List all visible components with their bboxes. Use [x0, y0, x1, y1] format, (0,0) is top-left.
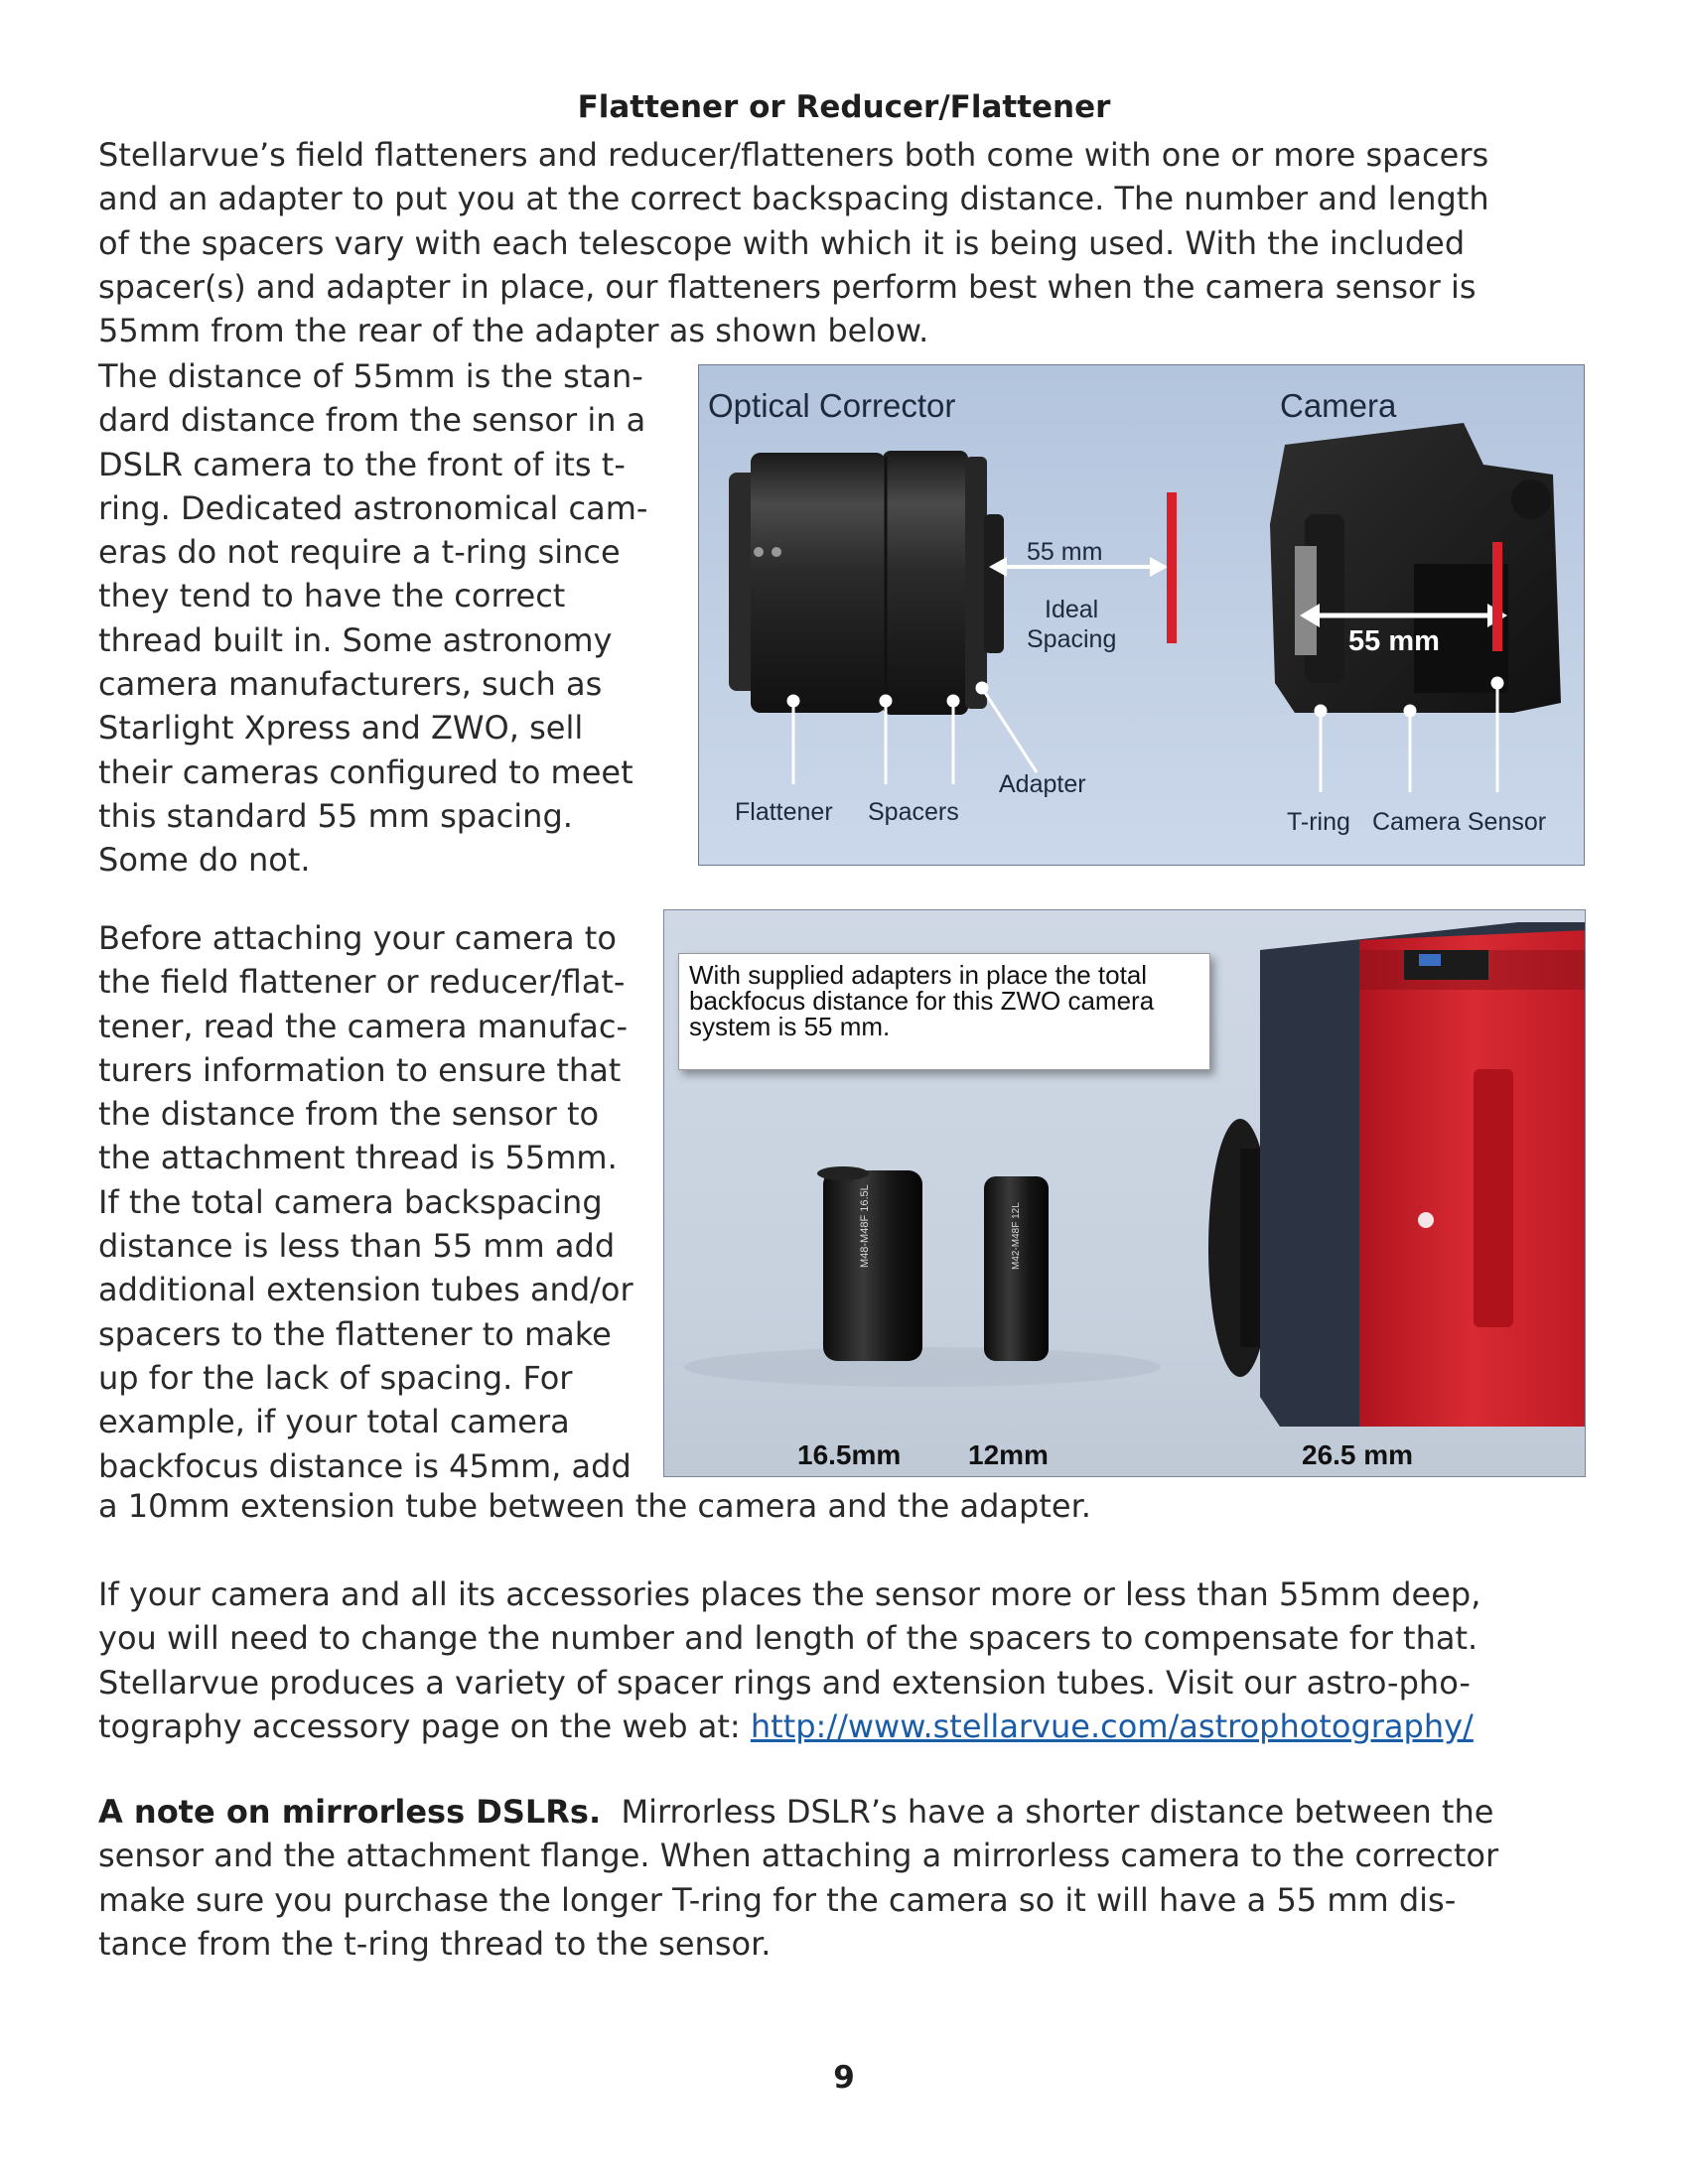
text-line: If the total camera backspacing — [98, 1182, 603, 1221]
spacer2-length: 12mm — [968, 1439, 1049, 1470]
text-line: of the spacers vary with each telescope with which it is being used. With the included — [98, 223, 1466, 262]
text-line: Mirrorless DSLR’s have a shorter distance between the — [601, 1793, 1494, 1831]
dslr-camera — [1270, 423, 1561, 713]
camera-backfocus-length: 26.5 mm — [1302, 1439, 1414, 1470]
ring2-engraving: M42-M48F 12L — [1011, 1202, 1022, 1270]
t-ring-label: T-ring — [1287, 808, 1350, 836]
text-line: sensor and the attachment flange. When attaching a mirrorless camera to the corrector — [98, 1837, 1499, 1875]
caption-line: With supplied adapters in place the total — [689, 960, 1148, 990]
camera-spacing-label: 55 mm — [1348, 625, 1440, 657]
text-line: the field flattener or reducer/flat- — [98, 963, 626, 1002]
text-line: spacer(s) and adapter in place, our flatteners perform best when the camera sensor is — [98, 267, 1477, 306]
adapter-label: Adapter — [999, 770, 1086, 798]
flattener-label: Flattener — [735, 798, 833, 826]
text-line: they tend to have the correct — [98, 577, 566, 615]
text-line: their cameras configured to meet — [98, 752, 633, 791]
text-line: eras do not require a t-ring since — [98, 533, 621, 572]
text-line: this standard 55 mm spacing. — [98, 796, 573, 835]
spacer-ring-12 — [984, 1176, 1049, 1361]
caption-line: system is 55 mm. — [689, 1012, 891, 1041]
text-line: 55mm from the rear of the adapter as shown below. — [98, 312, 929, 350]
text-line: make sure you purchase the longer T-ring for the camera so it will have a 55 mm dis- — [98, 1880, 1457, 1919]
astrophotography-link[interactable]: http://www.stellarvue.com/astrophotography/ — [750, 1706, 1474, 1745]
text-line: The distance of 55mm is the stan- — [98, 357, 643, 395]
text-line: tance from the t-ring thread to the sensor. — [98, 1924, 772, 1963]
optical-corrector-label: Optical Corrector — [708, 387, 956, 424]
distance-paragraph — [98, 354, 674, 883]
attach-paragraph — [98, 916, 674, 1488]
mirrorless-paragraph — [98, 1790, 1608, 1966]
camera-depth-paragraph — [98, 1572, 1608, 1748]
text-line: additional extension tubes and/or — [98, 1271, 633, 1309]
section-heading: Flattener or Reducer/Flattener — [577, 89, 1111, 125]
text-line: If your camera and all its accessories places the sensor more or less than 55mm deep, — [98, 1575, 1481, 1613]
spacers-label: Spacers — [868, 798, 959, 826]
text-line: turers information to ensure that — [98, 1050, 622, 1089]
extension-tube-line: a 10mm extension tube between the camera and the adapter. — [98, 1487, 1091, 1525]
text-line: ring. Dedicated astronomical cam- — [98, 488, 648, 527]
text-line: the distance from the sensor to — [98, 1095, 600, 1134]
text-line: Some do not. — [98, 841, 311, 880]
backfocus-caption — [678, 953, 1210, 1070]
zwo-camera-figure — [663, 909, 1586, 1477]
ring1-engraving: M48-M48F 16.5L — [859, 1184, 871, 1268]
text-line: tener, read the camera manufac- — [98, 1007, 628, 1045]
camera-sensor-label: Camera Sensor — [1372, 808, 1547, 836]
sensor-marker — [1492, 542, 1502, 651]
text-line: dard distance from the sensor in a — [98, 401, 646, 440]
spacing-value-label: 55 mm — [1027, 538, 1103, 566]
text-line: DSLR camera to the front of its t- — [98, 445, 626, 483]
zwo-camera-body — [1208, 922, 1586, 1427]
caption-line: backfocus distance for this ZWO camera — [689, 986, 1155, 1016]
intro-paragraph — [98, 133, 1608, 352]
optical-corrector-figure — [698, 364, 1585, 866]
spacer1-length: 16.5mm — [797, 1439, 902, 1470]
text-line: Stellarvue’s field flatteners and reducer/flatteners both come with one or more spacers — [98, 136, 1489, 174]
text-line: you will need to change the number and length of the spacers to compensate for that. — [98, 1619, 1478, 1658]
text-line: Stellarvue produces a variety of spacer rings and extension tubes. Visit our astro-pho- — [98, 1663, 1471, 1702]
spacing-label: Spacing — [1027, 625, 1117, 653]
text-line: the attachment thread is 55mm. — [98, 1139, 618, 1177]
ideal-label: Ideal — [1045, 596, 1099, 623]
text-line: tography accessory page on the web at: — [98, 1706, 751, 1745]
mirrorless-lead: A note on mirrorless DSLRs. — [98, 1793, 602, 1831]
text-line: and an adapter to put you at the correct backspacing distance. The number and length — [98, 180, 1489, 218]
focus-marker — [1167, 492, 1177, 643]
text-line: spacers to the flattener to make — [98, 1314, 612, 1353]
text-line: up for the lack of spacing. For — [98, 1358, 573, 1397]
spacer-ring-16-5 — [817, 1166, 922, 1361]
text-line: Starlight Xpress and ZWO, sell — [98, 709, 584, 748]
corrector-assembly — [729, 451, 1004, 715]
text-line: distance is less than 55 mm add — [98, 1227, 616, 1266]
page-number: 9 — [833, 2060, 855, 2096]
text-line: backfocus distance is 45mm, add — [98, 1446, 632, 1485]
text-line: camera manufacturers, such as — [98, 665, 603, 704]
corrector-camera-illustration — [699, 365, 1585, 866]
camera-label: Camera — [1280, 387, 1397, 424]
text-line: example, if your total camera — [98, 1403, 570, 1441]
text-line: thread built in. Some astronomy — [98, 620, 613, 659]
text-line: Before attaching your camera to — [98, 919, 617, 957]
